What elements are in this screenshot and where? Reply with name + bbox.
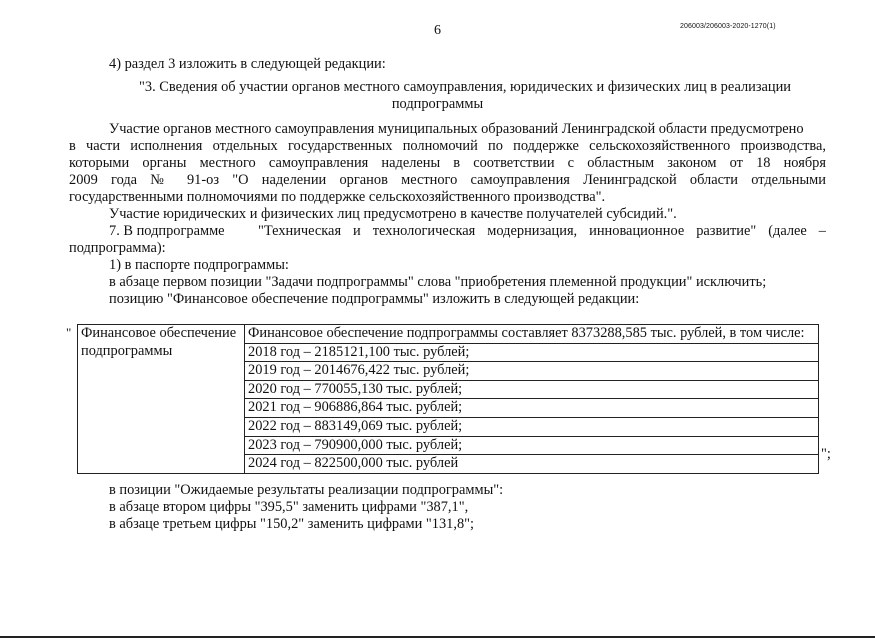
table-open-quote: " [66, 325, 72, 340]
section-heading-line-1: "3. Сведения об участии органов местного самоуправления, юридических и физических лиц в реализации [139, 79, 792, 95]
paragraph-line: 2009 года № 91-оз "О наделении органов местного самоуправления Ленинградской области отдельными [69, 172, 826, 188]
section-heading-line-2: подпрограммы [391, 96, 484, 112]
paragraph-line: в части исполнения отдельных государственных полномочий по поддержке сельскохозяйственного производства, [69, 138, 826, 154]
financing-label-cell [78, 325, 245, 474]
page-number: 6 [434, 23, 441, 38]
item-7-text: "Техническая и технологическая модернизация, инновационное развитие" (далее – [258, 223, 826, 239]
financing-year-row: 2019 год – 2014676,422 тыс. рублей; [245, 362, 818, 381]
financing-values-cell [245, 325, 819, 474]
paragraph-line: которыми органы местного самоуправления наделены в соответствии с областным законом от 18 ноября [69, 155, 826, 171]
expected-results-intro: в позиции "Ожидаемые результаты реализации подпрограммы": [109, 482, 504, 498]
financing-label-line-2: подпрограммы [81, 342, 173, 359]
financing-total-row: Финансовое обеспечение подпрограммы составляет 8373288,585 тыс. рублей, в том числе: [245, 325, 818, 344]
item-7-1: 1) в паспорте подпрограммы: [109, 257, 289, 273]
paragraph-line: Участие органов местного самоуправления муниципальных образований Ленинградской области предусмотрено [109, 121, 804, 137]
paragraph-line: государственными полномочиями по поддержке сельскохозяйственного производства". [69, 189, 606, 205]
expected-results-item-2: в абзаце втором цифры "395,5" заменить цифрами "387,1", [109, 499, 469, 515]
item-7-1-a: в абзаце первом позиции "Задачи подпрограммы" слова "приобретения племенной продукции" исключить; [109, 274, 767, 290]
item-7-continuation: подпрограмма): [69, 240, 166, 256]
financing-label-line-1: Финансовое обеспечение [81, 325, 237, 341]
page-bottom-rule [0, 636, 875, 638]
financing-year-row: 2018 год – 2185121,100 тыс. рублей; [245, 344, 818, 363]
document-id: 206003/206003-2020-1270(1) [680, 23, 776, 30]
section-intro: 4) раздел 3 изложить в следующей редакции: [109, 56, 386, 72]
financing-year-row: 2020 год – 770055,130 тыс. рублей; [245, 381, 818, 400]
item-7-label: 7. В подпрограмме [109, 223, 225, 239]
financing-table [77, 324, 819, 474]
financing-year-row: 2023 год – 790900,000 тыс. рублей; [245, 437, 818, 456]
item-7-1-b: позицию "Финансовое обеспечение подпрограммы" изложить в следующей редакции: [109, 291, 640, 307]
paragraph-participation: Участие юридических и физических лиц предусмотрено в качестве получателей субсидий.". [109, 206, 677, 222]
financing-year-row: 2021 год – 906886,864 тыс. рублей; [245, 399, 818, 418]
financing-year-row: 2022 год – 883149,069 тыс. рублей; [245, 418, 818, 437]
expected-results-item-3: в абзаце третьем цифры "150,2" заменить цифрами "131,8"; [109, 516, 475, 532]
table-close-quote: "; [821, 446, 831, 462]
financing-year-row: 2024 год – 822500,000 тыс. рублей [248, 455, 459, 472]
